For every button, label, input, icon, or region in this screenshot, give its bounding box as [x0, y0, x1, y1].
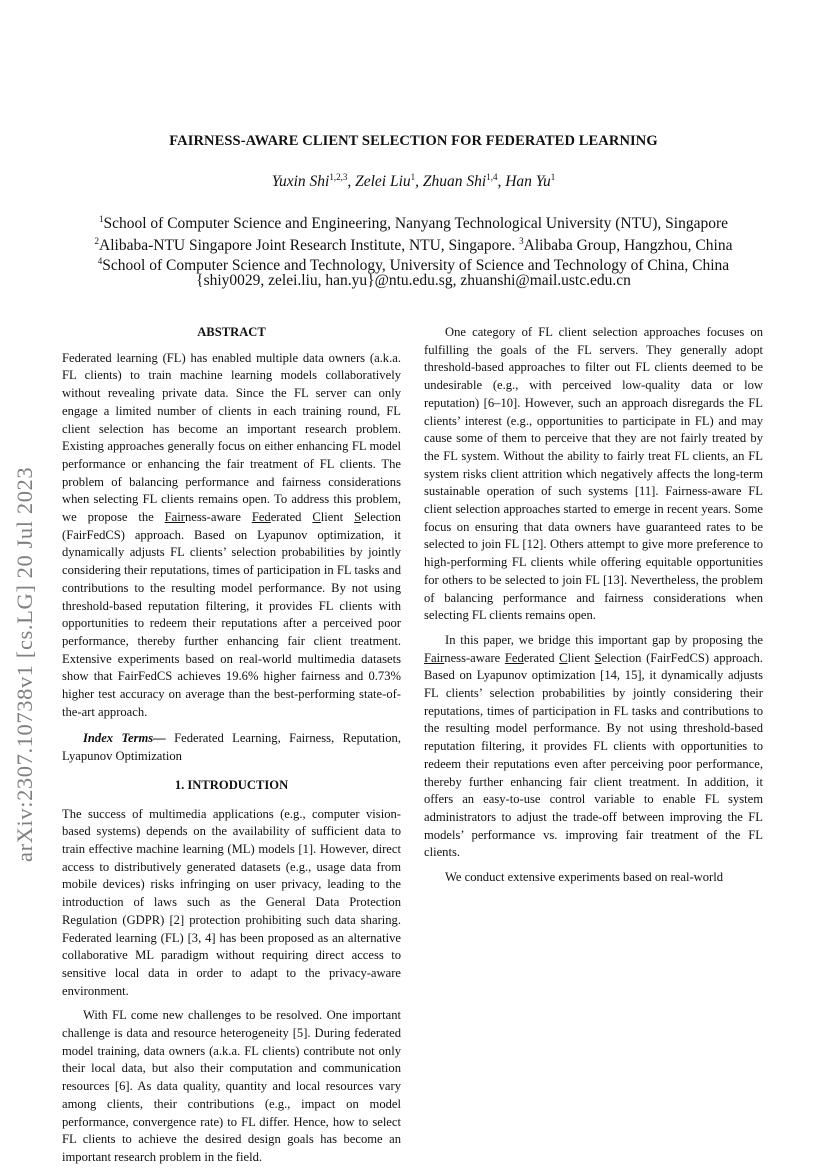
affiliation-line-3: $^4$School of Computer Science and Technology, University of Science and Technology of China, China [97, 256, 730, 275]
author-list: Yuxin Shi$^{1,2,3}$, Zelei Liu$^1$, Zhuan Shi$^{1,4}$, Han Yu$^1$ [271, 172, 556, 191]
author-name: Han Yu [505, 173, 551, 191]
author-affil-sup: 1 [550, 172, 556, 182]
author-name: Yuxin Shi [271, 173, 330, 191]
intro-paragraph-2: With FL come new challenges to be resolved. One important challenge is data and resource heterogeneity [5]. During federated model training, data owners (a.k.a. FL clients) contribute not only their local data, but also their computation and communication resources [6]. As data quality, quantity and local resources vary among clients, their contributions (e.g., impact on model performance, convergence rate) to FL differ. Hence, how to select FL clients to achieve the desired design goals has become an important research problem in the field. [62, 1008, 401, 1164]
author-affil-sup: 1,4 [486, 172, 498, 182]
arxiv-stamp: arXiv:2307.10738v1 [cs.LG] 20 Jul 2023 [12, 466, 37, 862]
intro-paragraph-3: One category of FL client selection approaches focuses on fulfilling the goals of the FL servers. They generally adopt threshold-based approaches to filter out FL clients deemed to be undesirable (e.g., with perceived low-quality data or low reputation) [6–10]. However, such an approach disregards the FL clients’ interest (e.g., opportunities to participate in FL) and may cause some of them to perceive that they are not fairly treated by the FL system. Without the ability to fairly treat FL clients, an FL system risks client attrition which negatively affects the long-term sustainable operation of such systems [11]. Fairness-aware FL client selection approaches started to emerge in recent years. Some focus on ensuring that data owners have guaranteed rates to be selected to join FL [12]. Others attempt to give more preference to high-performing FL clients while offering equitable opportunities for others to be selected to join FL [13]. Nevertheless, the problem of balancing performance and fairness considerations when selecting FL clients remains open. [424, 325, 763, 623]
index-terms: Index Terms— Federated Learning, Fairness, Reputation, Lyapunov Optimization [62, 731, 401, 764]
affiliation-line-1: $^1$School of Computer Science and Engineering, Nanyang Technological University (NTU), Singapore [99, 214, 728, 233]
intro-paragraph-1: The success of multimedia applications (e.g., computer vision-based systems) depends on the availability of sufficient data to train effective machine learning (ML) models [1]. However, direct access to distributively generated datasets (e.g., usage data from mobile devices) risks infringing on user privacy, leading to the introduction of laws such as the General Data Protection Regulation (GDPR) [2] protection prohibiting such data sharing. Federated learning (FL) [3, 4] has been proposed as an alternative collaborative ML paradigm without requiring direct access to sensitive local data in order to adapt to the privacy-aware environment. [62, 806, 401, 998]
index-terms-label: Index Terms— [83, 731, 166, 746]
author-affil-sup: 1,2,3 [329, 172, 348, 182]
intro-paragraph-4: In this paper, we bridge this important gap by proposing the Fairness-aware Federated Client Selection (FairFedCS) approach. Based on Lyapunov optimization [14, 15], it dynamically adjusts FL clients’ selection probabilities by jointly considering their reputations, times of participation in FL tasks and contributions to the resulting model performance. By not using threshold-based reputation filtering, it provides FL clients with opportunities to redeem their reputations even after perceiving poor performance, thereby further enhancing fair client treatment. In addition, it offers an easy-to-use control variable to enable FL system administrators to adjust the trade-off between improving the FL models’ performance vs. improving fair treatment of the FL clients. [424, 632, 763, 860]
affiliation-line-2: $^2$Alibaba-NTU Singapore Joint Research Institute, NTU, Singapore. $^3$Alibaba Group, Hangzhou, China [94, 236, 733, 255]
right-column [424, 324, 763, 887]
paper-title: FAIRNESS-AWARE CLIENT SELECTION FOR FEDERATED LEARNING [169, 133, 658, 149]
left-column [62, 324, 401, 1167]
abstract-text: Federated learning (FL) has enabled multiple data owners (a.k.a. FL clients) to train machine learning models collaboratively without revealing private data. Since the FL server can only engage a limited number of clients in each training round, FL client selection has become an important research problem. Existing approaches generally focus on either enhancing FL model performance or enhancing the fair treatment of FL clients. The problem of balancing performance and fairness considerations when selecting FL clients remains open. To address this problem, we propose the Fairness-aware Federated Client Selection (FairFedCS) approach. Based on Lyapunov optimization, it dynamically adjusts FL clients’ selection probabilities by jointly considering their reputations, times of participation in FL tasks and contributions to the resulting model performance. By not using threshold-based reputation filtering, it provides FL clients with opportunities to redeem their reputations after a perceived poor performance, thereby further enhancing fair client treatment. Extensive experiments based on real-world multimedia datasets show that FairFedCS achieves 19.6% higher fairness and 0.73% higher test accuracy on average than the best-performing state-of-the-art approach. [62, 350, 401, 719]
author-affil-sup: 1 [410, 172, 416, 182]
introduction-heading: 1. INTRODUCTION [174, 777, 289, 792]
author-emails: {shiy0029, zelei.liu, han.yu}@ntu.edu.sg, zhuanshi@mail.ustc.edu.cn [196, 272, 631, 289]
abstract-heading: ABSTRACT [197, 325, 266, 339]
author-name: Zhuan Shi [422, 173, 487, 191]
intro-paragraph-5: We conduct extensive experiments based on real-world [445, 870, 724, 885]
author-name: Zelei Liu [355, 173, 411, 191]
